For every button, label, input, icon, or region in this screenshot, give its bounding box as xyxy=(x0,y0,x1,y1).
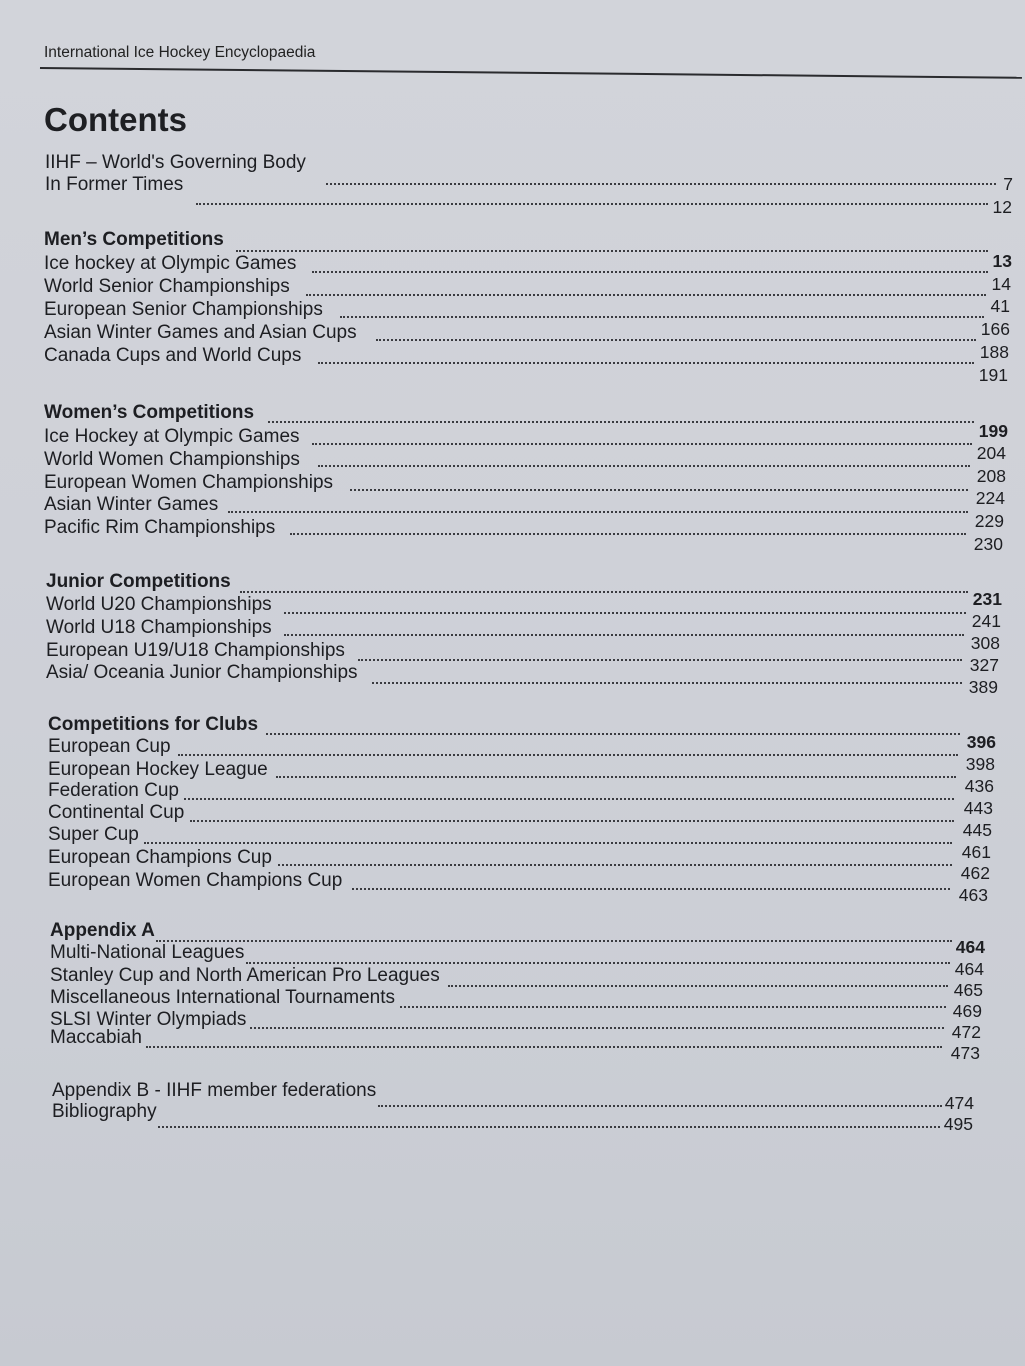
toc-entry: Stanley Cup and North American Pro Leagues xyxy=(50,965,440,986)
page-number: 495 xyxy=(943,1114,973,1134)
leader-dots xyxy=(290,533,966,535)
leader-dots xyxy=(246,962,950,964)
toc-entry: European Hockey League xyxy=(48,759,268,780)
page-number: 396 xyxy=(966,732,996,752)
page-number: 12 xyxy=(992,197,1012,217)
leader-dots xyxy=(400,1006,946,1008)
toc-entry: Asian Winter Games xyxy=(44,494,219,515)
leader-dots xyxy=(312,443,972,445)
leader-dots xyxy=(190,820,954,822)
toc-entry: Miscellaneous International Tournaments xyxy=(50,987,396,1008)
leader-dots xyxy=(158,1126,940,1128)
leader-dots xyxy=(278,864,952,866)
page-number: 464 xyxy=(954,959,984,979)
leader-dots xyxy=(376,339,976,341)
page-title: Contents xyxy=(44,101,187,138)
page-number: 7 xyxy=(1003,174,1013,194)
page-number: 463 xyxy=(958,885,988,905)
leader-dots xyxy=(184,798,954,800)
leader-dots xyxy=(284,634,964,636)
page-number: 469 xyxy=(952,1001,982,1021)
leader-dots xyxy=(358,659,962,661)
leader-dots xyxy=(236,250,988,252)
page-number: 398 xyxy=(965,754,995,774)
toc-entry: World U20 Championships xyxy=(46,594,272,615)
toc-entry: World Senior Championships xyxy=(44,276,290,297)
leader-dots xyxy=(250,1027,944,1029)
toc-entry: Asia/ Oceania Junior Championships xyxy=(46,662,358,683)
leader-dots xyxy=(276,776,956,778)
toc-entry: European Cup xyxy=(48,736,171,757)
page-number: 199 xyxy=(978,421,1008,441)
leader-dots xyxy=(448,985,948,987)
toc-entry: Canada Cups and World Cups xyxy=(44,345,302,366)
toc-entry: Ice Hockey at Olympic Games xyxy=(44,426,300,447)
page-number: 188 xyxy=(979,342,1009,362)
page-number: 389 xyxy=(968,677,998,697)
page-number: 13 xyxy=(992,251,1012,271)
page-number: 191 xyxy=(978,365,1008,385)
page-number: 14 xyxy=(991,274,1011,294)
page-number: 230 xyxy=(973,534,1003,554)
page-number: 231 xyxy=(972,589,1002,609)
page-number: 465 xyxy=(953,980,983,1000)
leader-dots xyxy=(284,612,966,614)
page-number: 166 xyxy=(980,319,1010,339)
toc-entry: European U19/U18 Championships xyxy=(46,640,345,661)
leader-dots xyxy=(144,842,952,844)
leader-dots xyxy=(306,294,986,296)
page-number: 445 xyxy=(962,820,992,840)
toc-entry: IIHF – World's Governing Body xyxy=(45,152,306,173)
leader-dots xyxy=(178,754,958,756)
toc-entry: Super Cup xyxy=(48,824,139,845)
page-number: 229 xyxy=(974,511,1004,531)
leader-dots xyxy=(352,888,950,890)
toc-entry: Appendix B - IIHF member federations xyxy=(52,1080,377,1101)
toc-entry: Bibliography xyxy=(52,1101,157,1122)
page-number: 204 xyxy=(976,443,1006,463)
page-number: 224 xyxy=(975,488,1005,508)
section-heading: Junior Competitions xyxy=(46,571,231,592)
leader-dots xyxy=(350,489,968,491)
leader-dots xyxy=(372,682,962,684)
leader-dots xyxy=(340,316,984,318)
leader-dots xyxy=(318,362,974,364)
page-number: 241 xyxy=(971,611,1001,631)
section-heading: Women’s Competitions xyxy=(44,402,255,423)
page-number: 464 xyxy=(955,937,985,957)
page-number: 461 xyxy=(961,842,991,862)
section-heading: Men’s Competitions xyxy=(44,229,224,250)
leader-dots xyxy=(228,511,968,513)
section-heading: Competitions for Clubs xyxy=(48,714,259,735)
page-number: 462 xyxy=(960,863,990,883)
page-number: 327 xyxy=(969,655,999,675)
toc-entry: World U18 Championships xyxy=(46,617,272,638)
page-number: 443 xyxy=(963,798,993,818)
toc-entry: European Women Champions Cup xyxy=(48,870,343,891)
running-head: International Ice Hockey Encyclopaedia xyxy=(44,44,316,61)
section-heading: Appendix A xyxy=(50,920,155,941)
leader-dots xyxy=(312,271,988,273)
toc-entry: World Women Championships xyxy=(44,449,300,470)
leader-dots xyxy=(326,183,996,185)
toc-entry: Pacific Rim Championships xyxy=(44,517,276,538)
toc-entry: European Champions Cup xyxy=(48,847,272,868)
toc-entry: Maccabiah xyxy=(50,1027,142,1048)
toc-entry: In Former Times xyxy=(45,174,184,195)
toc-entry: European Women Championships xyxy=(44,472,334,493)
page-number: 474 xyxy=(944,1093,974,1113)
page-number: 308 xyxy=(970,633,1000,653)
toc-entry: Asian Winter Games and Asian Cups xyxy=(44,322,357,343)
page-number: 472 xyxy=(951,1022,981,1042)
page-number: 208 xyxy=(976,466,1006,486)
leader-dots xyxy=(156,940,952,942)
leader-dots xyxy=(44,384,972,386)
toc-entry: Federation Cup xyxy=(48,780,179,801)
leader-dots xyxy=(240,591,968,593)
page-number: 473 xyxy=(950,1043,980,1063)
leader-dots xyxy=(266,733,960,735)
leader-dots xyxy=(378,1105,942,1107)
leader-dots xyxy=(318,465,970,467)
toc-entry: European Senior Championships xyxy=(44,299,323,320)
toc-entry: SLSI Winter Olympiads xyxy=(50,1009,247,1030)
toc-entry: Multi-National Leagues xyxy=(50,942,245,963)
page-number: 436 xyxy=(964,776,994,796)
leader-dots xyxy=(268,421,974,423)
page-number: 41 xyxy=(990,296,1010,316)
leader-dots xyxy=(196,203,988,205)
leader-dots xyxy=(146,1046,942,1048)
toc-entry: Continental Cup xyxy=(48,802,185,823)
toc-entry: Ice hockey at Olympic Games xyxy=(44,253,297,274)
